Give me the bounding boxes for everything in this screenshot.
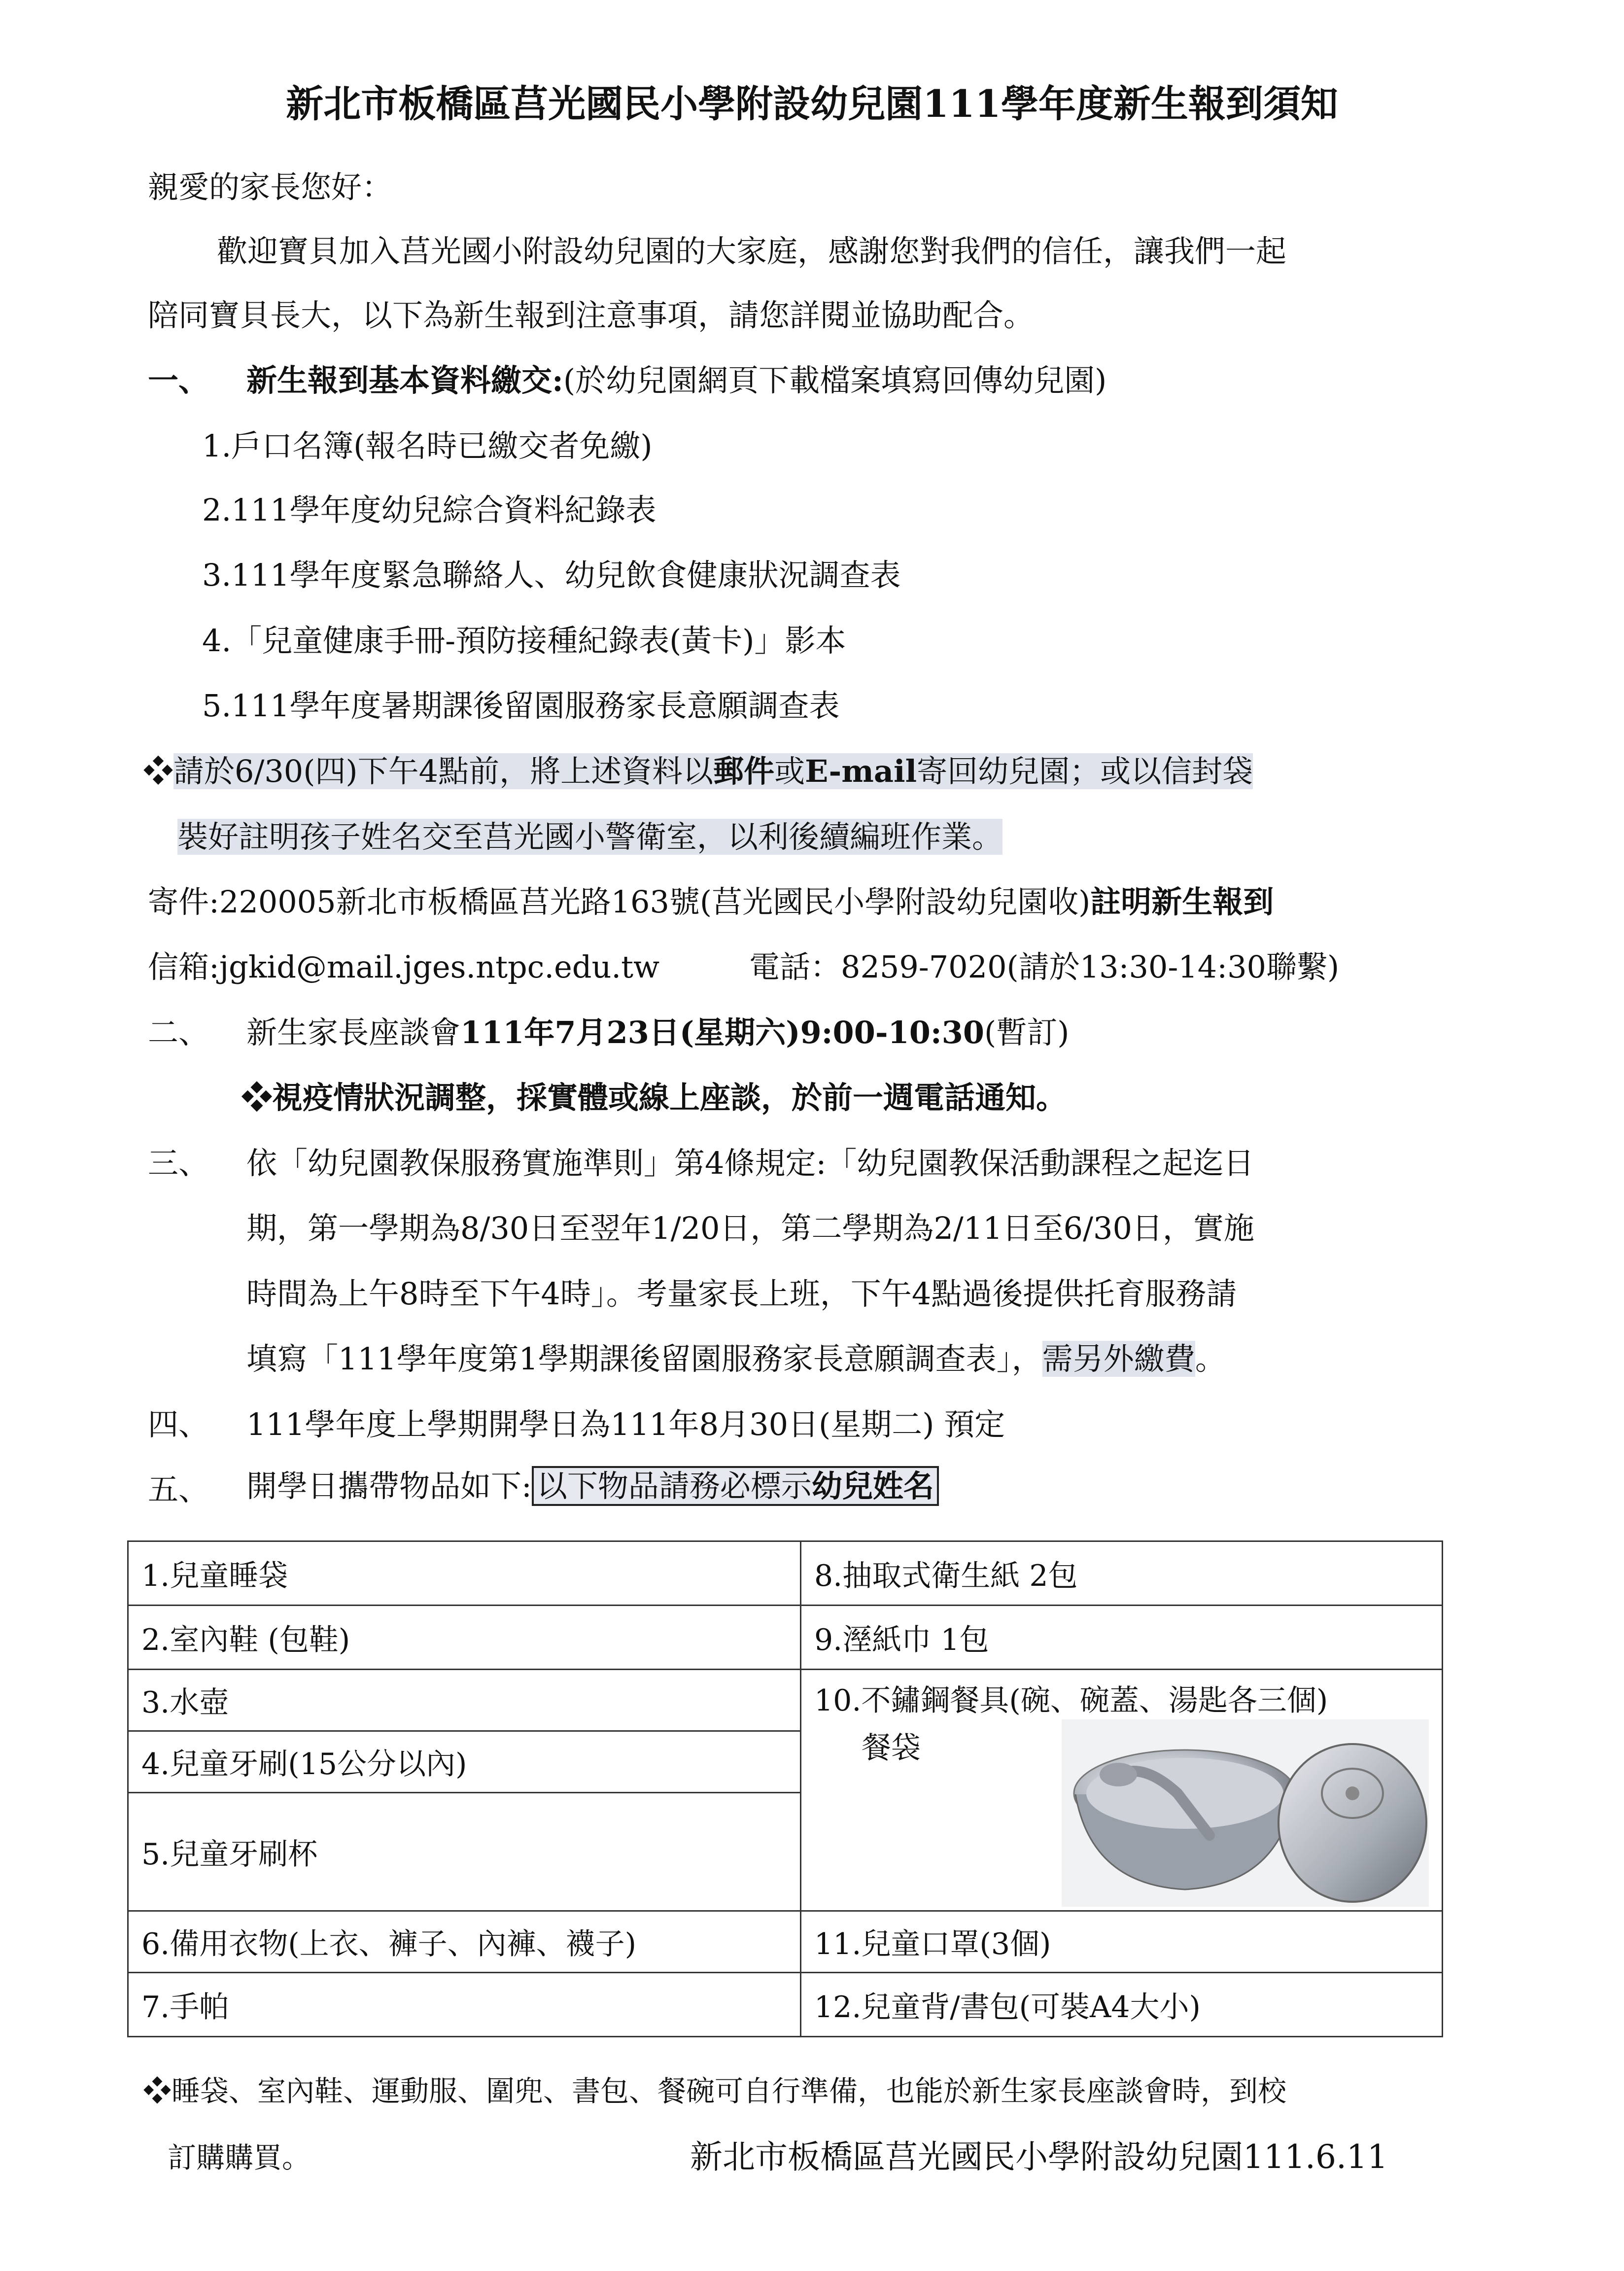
tableware-cell [801,1670,1443,1911]
item-cell: 7.手帕 [128,1973,801,2037]
deadline-notice-line2: 裝好註明孩子姓名交至莒光國小警衛室，以利後續編班作業。 [177,819,1003,855]
doc-item-2: 2.111學年度幼兒綜合資料紀錄表 [202,492,657,528]
table-row [128,1973,1443,2037]
doc-item-1: 1.戶口名簿(報名時已繳交者免繳) [202,428,653,464]
doc-item-4: 4.「兒童健康手冊-預防接種紀錄表(黃卡)」影本 [202,623,846,659]
mail-address: 寄件:220005新北市板橋區莒光路163號(莒光國民小學附設幼兒園收)註明新生報到 [148,884,1274,920]
section1-subtitle: (於幼兒園網頁下載檔案填寫回傳幼兒園) [563,362,1107,398]
parent-meeting: 新生家長座談會111年7月23日(星期六)9:00-10:30(暫訂) [246,1014,1070,1050]
diamond-bullet-icon: ❖ [242,1080,273,1116]
item-cell: 2.室內鞋 (包鞋) [128,1606,801,1670]
section5-num: 五、 [148,1471,209,1507]
email-line: 信箱:jgkid@mail.jges.ntpc.edu.tw [148,949,660,985]
item-cell: 12.兒童背/書包(可裝A4大小) [801,1973,1443,2037]
diamond-bullet-icon: ❖ [143,2074,172,2108]
purchase-note-line2: 訂購購買。 [168,2141,311,2174]
tableware-photo-area [814,1719,1429,1907]
item-cell: 6.備用衣物(上衣、褲子、內褲、襪子) [128,1911,801,1973]
phone-line: 電話：8259-7020(請於13:30-14:30聯繫) [749,949,1340,985]
steel-bowl-image [1062,1719,1429,1907]
item-cell: 3.水壺 [128,1670,801,1731]
section3-line-4: 填寫「111學年度第1學期課後留園服務家長意願調查表」，需另外繳費。 [246,1341,1226,1377]
item-cell: 11.兒童口罩(3個) [801,1911,1443,1973]
table-row [128,1670,1443,1731]
deadline-notice: ❖請於6/30(四)下午4點前，將上述資料以郵件或E-mail寄回幼兒園；或以信封袋 [143,753,1253,789]
doc-item-3: 3.111學年度緊急聯絡人、幼兒飲食健康狀況調查表 [202,557,901,593]
steel-bowl-icon [1062,1719,1429,1907]
intro-line-2: 陪同寶貝長大，以下為新生報到注意事項，請您詳閱並協助配合。 [148,297,1035,333]
intro-line-1: 歡迎寶貝加入莒光國小附設幼兒園的大家庭，感謝您對我們的信任，讓我們一起 [217,233,1287,269]
item-cell: 5.兒童牙刷杯 [128,1793,801,1911]
name-label-box: 以下物品請務必標示幼兒姓名 [532,1466,939,1506]
meeting-notice: ❖視疫情狀況調整，採實體或線上座談，於前一週電話通知。 [242,1080,1067,1116]
greeting: 親愛的家長您好： [148,169,393,205]
item-cell: 8.抽取式衛生紙 2包 [801,1541,1443,1606]
purchase-note: ❖睡袋、室內鞋、運動服、圍兜、書包、餐碗可自行準備，也能於新生家長座談會時，到校 [143,2074,1287,2108]
signature: 新北市板橋區莒光國民小學附設幼兒園111.6.11 [690,2138,1388,2176]
item-cell: 4.兒童牙刷(15公分以內) [128,1731,801,1793]
table-row [128,1606,1443,1670]
section3-num: 三、 [148,1145,209,1181]
section3-line-2: 期，第一學期為8/30日至翌年1/20日，第二學期為2/11日至6/30日，實施 [246,1210,1254,1246]
section1-title: 新生報到基本資料繳交: [246,362,563,398]
table-row [128,1911,1443,1973]
doc-item-5: 5.111學年度暑期課後留園服務家長意願調查表 [202,688,840,724]
section1-num: 一、 [148,362,209,398]
items-table [127,1540,1443,2037]
section4-num: 四、 [148,1406,209,1442]
section3-line-1: 依「幼兒園教保服務實施準則」第4條規定:「幼兒園教保活動課程之起迄日 [246,1145,1254,1181]
section3-line-3: 時間為上午8時至下午4時」。考量家長上班，下午4點過後提供托育服務請 [246,1276,1237,1312]
section1-heading [246,356,1106,400]
section5-heading: 開學日攜帶物品如下: 以下物品請務必標示幼兒姓名 [246,1462,939,1505]
item-cell: 1.兒童睡袋 [128,1541,801,1606]
diamond-bullet-icon: ❖ [143,753,174,789]
page-title: 新北市板橋區莒光國民小學附設幼兒園111學年度新生報到須知 [286,82,1338,126]
table-row [128,1541,1443,1606]
item-cell: 9.溼紙巾 1包 [801,1606,1443,1670]
school-start-date: 111學年度上學期開學日為111年8月30日(星期二) 預定 [246,1406,1005,1442]
tableware-item: 10.不鏽鋼餐具(碗、碗蓋、湯匙各三個) [814,1683,1328,1718]
section2-num: 二、 [148,1014,209,1050]
meal-bag-label: 餐袋 [862,1731,921,1765]
